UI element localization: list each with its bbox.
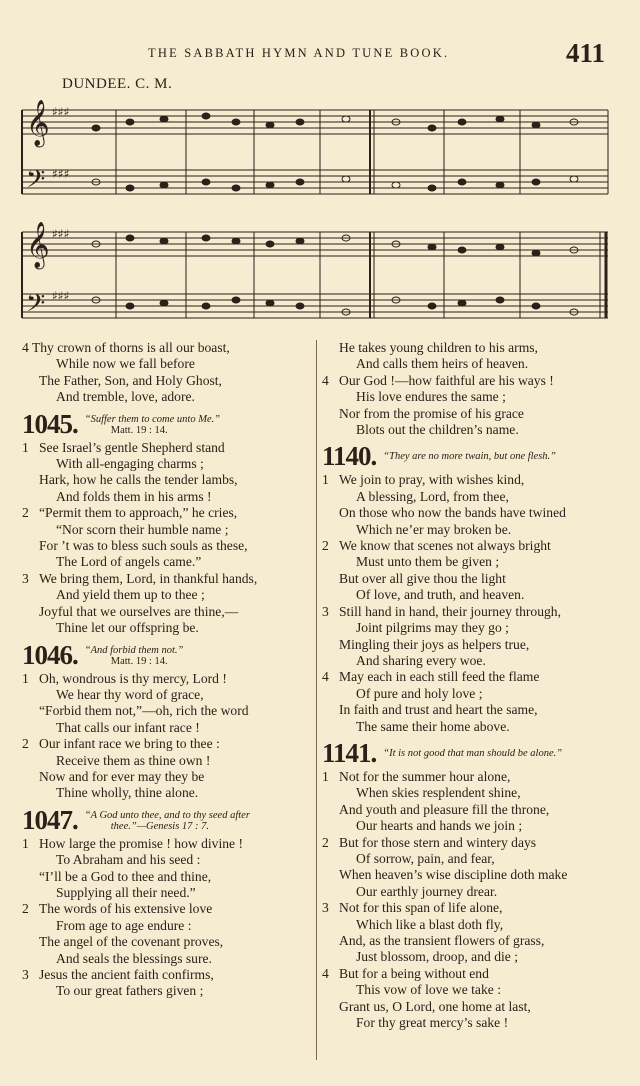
- verse-line: And sharing every woe.: [356, 652, 486, 668]
- epigraph-text: “A God unto thee, and to thy seed after: [84, 809, 250, 821]
- verse-line: May each in each still feed the flame: [339, 669, 540, 685]
- verse-line: How large the promise ! how divine !: [39, 835, 243, 851]
- verse-line: Hark, how he calls the tender lambs,: [39, 472, 238, 488]
- verse-line: To our great fathers given ;: [56, 983, 204, 999]
- stanza-3: 3 We bring them, Lord, in thankful hands, And yield them up to thee ; Joyful that we ourselves are thine,— Thine let our offspring be.: [22, 571, 310, 637]
- verse-line: The angel of the covenant proves,: [39, 934, 224, 950]
- svg-text:𝄢: 𝄢: [26, 165, 46, 200]
- verse-line: Our hearts and hands we join ;: [356, 818, 523, 834]
- hymn-number: 1046: [22, 639, 72, 670]
- hymn-number: 1140: [322, 441, 371, 472]
- verse-line: Not for this span of life alone,: [339, 900, 503, 916]
- verse-line: The same their home above.: [356, 718, 510, 734]
- stanza-1047-3-continued: [322, 340, 622, 373]
- staff-system-2: [22, 232, 608, 318]
- verse-line: But for those stern and wintery days: [339, 834, 537, 850]
- verse-line: Jesus the ancient faith confirms,: [39, 967, 214, 982]
- hymn-heading-1141: 1141 . “It is not good that man should be alone.”: [322, 737, 563, 768]
- verse-line: The Lord of angels came.”: [56, 554, 202, 570]
- scripture-reference: Matt. 19 : 14.: [110, 655, 168, 667]
- stanza-2: 2 But for those stern and wintery days Of sorrow, pain, and fear, When heaven’s wise discipline doth make Our earthly journey drear.: [322, 835, 622, 901]
- verse-line: 4 Thy crown of thorns is all our boast,: [22, 340, 230, 355]
- stanza-3: 3 Not for this span of life alone, Which like a blast doth fly, And, as the transient flowers of grass, Just blossom, droop, and die ;: [322, 900, 622, 966]
- verse-line: Supplying all their need.”: [56, 884, 196, 900]
- verse-line: And seals the blessings sure.: [56, 950, 212, 966]
- verse-line: The words of his extensive love: [39, 901, 213, 917]
- verse-line: Joyful that we ourselves are thine,—: [39, 603, 239, 619]
- verse-line: Blots out the children’s name.: [356, 422, 519, 438]
- hymn-number: 1141: [322, 737, 371, 768]
- verse-line: For thy great mercy’s sake !: [356, 1015, 509, 1031]
- hymn-epigraph: [85, 411, 220, 436]
- verse-line: Our infant race we bring to thee :: [39, 736, 220, 752]
- verse-line: We know that scenes not always bright: [339, 538, 551, 554]
- hymn-1140-stanzas: [322, 472, 622, 735]
- hymn-epigraph: [85, 642, 184, 667]
- verse-line: While now we fall before: [56, 356, 195, 372]
- stanza-3: 3 Still hand in hand, their journey through, Joint pilgrims may they go ; Mingling their joys as helpers true, And sharing every woe.: [322, 604, 622, 670]
- verse-line: His love endures the same ;: [356, 389, 506, 405]
- stanza-2: 2 We know that scenes not always bright Must unto them be given ; But over all give thou the light Of love, and truth, and heaven.: [322, 538, 622, 604]
- verse-line: In faith and trust and heart the same,: [339, 702, 538, 718]
- verse-line: See Israel’s gentle Shepherd stand: [39, 439, 225, 455]
- hymn-epigraph: “They are no more twain, but one flesh.”: [383, 451, 557, 463]
- verse-line: Grant us, O Lord, one home at last,: [339, 998, 531, 1014]
- verse-line: Of love, and truth, and heaven.: [356, 587, 525, 603]
- verse-line: Thine wholly, thine alone.: [56, 785, 199, 801]
- hymn-heading-1046: 1046 . “And forbid them not.” Matt. 19 : 14.: [22, 639, 184, 670]
- verse-line: Still hand in hand, their journey through,: [339, 603, 562, 619]
- verse-line: The Father, Son, and Holy Ghost,: [39, 372, 222, 388]
- left-column: [22, 340, 310, 1000]
- svg-text:♯♯♯: ♯♯♯: [52, 105, 70, 119]
- verse-line: Must unto them be given ;: [356, 554, 500, 570]
- stanza-1: 1 Oh, wondrous is thy mercy, Lord ! We hear thy word of grace, “Forbid them not,”—oh, rich the word That calls our infant race !: [22, 671, 310, 737]
- scripture-reference: Matt. 19 : 14.: [110, 424, 168, 436]
- column-divider: [316, 340, 317, 1060]
- hymn-1046-stanzas: [22, 671, 310, 802]
- stanza-3: 3 Jesus the ancient faith confirms, To our great fathers given ;: [22, 967, 310, 1000]
- svg-text:♯♯♯: ♯♯♯: [52, 167, 70, 181]
- verse-line: He takes young children to his arms,: [339, 340, 538, 355]
- hymn-heading-1140: 1140 . “They are no more twain, but one flesh.”: [322, 441, 557, 472]
- hymn-epigraph: “It is not good that man should be alone.”: [383, 747, 563, 759]
- page-number: 411: [566, 38, 606, 68]
- hymn-number: 1047: [22, 804, 72, 835]
- verse-line: To Abraham and his seed :: [56, 852, 201, 868]
- verse-line: Just blossom, droop, and die ;: [356, 949, 518, 965]
- music-score: [0, 0, 640, 340]
- hymn-number: 1045: [22, 408, 72, 439]
- verse-line: And tremble, love, adore.: [56, 389, 195, 405]
- verse-line: Mingling their joys as helpers true,: [339, 636, 530, 652]
- notes-system-2: [92, 235, 578, 315]
- verse-line: We bring them, Lord, in thankful hands,: [39, 570, 258, 586]
- hymn-heading-1047: 1047 . “A God unto thee, and to thy seed after thee.”—Genesis 17 : 7.: [22, 804, 250, 835]
- verse-line: Receive them as thine own !: [56, 752, 211, 768]
- verse-line: This vow of love we take :: [356, 982, 501, 998]
- verse-line: With all-engaging charms ;: [56, 456, 204, 472]
- tune-name: DUNDEE. C. M.: [62, 76, 173, 92]
- verse-line: A blessing, Lord, from thee,: [356, 488, 509, 504]
- verse-line: “Forbid them not,”—oh, rich the word: [39, 703, 249, 719]
- verse-line: Nor from the promise of his grace: [339, 405, 524, 421]
- verse-line: When skies resplendent shine,: [356, 785, 521, 801]
- stanza-4: 4 May each in each still feed the flame Of pure and holy love ; In faith and trust and heart the same, The same their home above.: [322, 669, 622, 735]
- verse-line: Thine let our offspring be.: [56, 620, 199, 636]
- staff-system-1: [22, 110, 608, 194]
- verse-line: Of pure and holy love ;: [356, 685, 483, 701]
- epigraph-text: “Suffer them to come unto Me.”: [84, 413, 221, 425]
- verse-line: That calls our infant race !: [56, 719, 200, 735]
- svg-text:𝄢: 𝄢: [26, 289, 46, 324]
- stanza-1: 1 See Israel’s gentle Shepherd stand With all-engaging charms ; Hark, how he calls the tender lambs, And folds them in his arms !: [22, 440, 310, 506]
- verse-line: And yield them up to thee ;: [56, 587, 205, 603]
- verse-line: Oh, wondrous is thy mercy, Lord !: [39, 670, 227, 686]
- verse-line: Our God !—how faithful are his ways !: [339, 372, 554, 388]
- stanza-1: 1 We join to pray, with wishes kind, A blessing, Lord, from thee, On those who now the bands have twined Which ne’er may broken be.: [322, 472, 622, 538]
- stanza-1047-4: 4 Our God !—how faithful are his ways ! His love endures the same ; Nor from the promise of his grace Blots out the children’s name.: [322, 373, 622, 439]
- verse-line: For ’t was to bless such souls as these,: [39, 538, 248, 554]
- hymn-1047-stanzas: [22, 836, 310, 1000]
- verse-line: “Nor scorn their humble name ;: [56, 521, 229, 537]
- verse-line: But over all give thou the light: [339, 570, 506, 586]
- verse-line: But for a being without end: [339, 965, 489, 981]
- verse-line: And youth and pleasure fill the throne,: [339, 801, 550, 817]
- verse-line: Of sorrow, pain, and fear,: [356, 850, 495, 866]
- verse-line: Now and for ever may they be: [39, 768, 205, 784]
- verse-line: And calls them heirs of heaven.: [356, 356, 529, 372]
- verse-line: And folds them in his arms !: [56, 488, 212, 504]
- verse-line: Which like a blast doth fly,: [356, 916, 504, 932]
- verse-line: “Permit them to approach,” he cries,: [39, 505, 238, 521]
- verse-line: Joint pilgrims may they go ;: [356, 620, 509, 636]
- verse-line: On those who now the bands have twined: [339, 505, 566, 521]
- verse-line: We join to pray, with wishes kind,: [339, 472, 525, 488]
- hymn-1045-stanzas: [22, 440, 310, 637]
- verse-line: “I’ll be a God to thee and thine,: [39, 868, 212, 884]
- epigraph-text: “And forbid them not.”: [84, 644, 184, 656]
- stanza-2: 2 Our infant race we bring to thee : Receive them as thine own ! Now and for ever may they be Thine wholly, thine alone.: [22, 736, 310, 802]
- verse-line: And, as the transient flowers of grass,: [339, 933, 545, 948]
- stanza-prev-4: [22, 340, 310, 406]
- stanza-2: 2 “Permit them to approach,” he cries, “Nor scorn their humble name ; For ’t was to bless such souls as these, The Lord of angels came.”: [22, 505, 310, 571]
- verse-line: From age to age endure :: [56, 917, 192, 933]
- svg-text:𝄞: 𝄞: [26, 100, 50, 146]
- hymn-epigraph: [85, 807, 250, 832]
- stanza-1: 1 Not for the summer hour alone, When skies resplendent shine, And youth and pleasure fill the throne, Our hearts and hands we join ;: [322, 769, 622, 835]
- hymn-heading-1045: 1045 . “Suffer them to come unto Me.” Matt. 19 : 14.: [22, 408, 221, 439]
- svg-text:♯♯♯: ♯♯♯: [52, 227, 70, 241]
- notes-system-1: [92, 113, 578, 191]
- scripture-reference: thee.”—Genesis 17 : 7.: [110, 820, 210, 832]
- verse-line: Which ne’er may broken be.: [356, 521, 512, 537]
- stanza-1: 1 How large the promise ! how divine ! To Abraham and his seed : “I’ll be a God to thee and thine, Supplying all their need.”: [22, 836, 310, 902]
- verse-line: Our earthly journey drear.: [356, 883, 498, 899]
- verse-line: Not for the summer hour alone,: [339, 768, 511, 784]
- right-column: [322, 340, 622, 1031]
- verse-line: When heaven’s wise discipline doth make: [339, 867, 568, 883]
- stanza-2: 2 The words of his extensive love From age to age endure : The angel of the covenant proves, And seals the blessings sure.: [22, 901, 310, 967]
- svg-text:♯♯♯: ♯♯♯: [52, 289, 70, 303]
- svg-text:𝄞: 𝄞: [26, 222, 50, 268]
- hymn-1141-stanzas: [322, 769, 622, 1032]
- stanza-4: 4 But for a being without end This vow of love we take : Grant us, O Lord, one home at last, For thy great mercy’s sake !: [322, 966, 622, 1032]
- running-title: THE SABBATH HYMN AND TUNE BOOK.: [148, 46, 450, 60]
- verse-line: We hear thy word of grace,: [56, 686, 204, 702]
